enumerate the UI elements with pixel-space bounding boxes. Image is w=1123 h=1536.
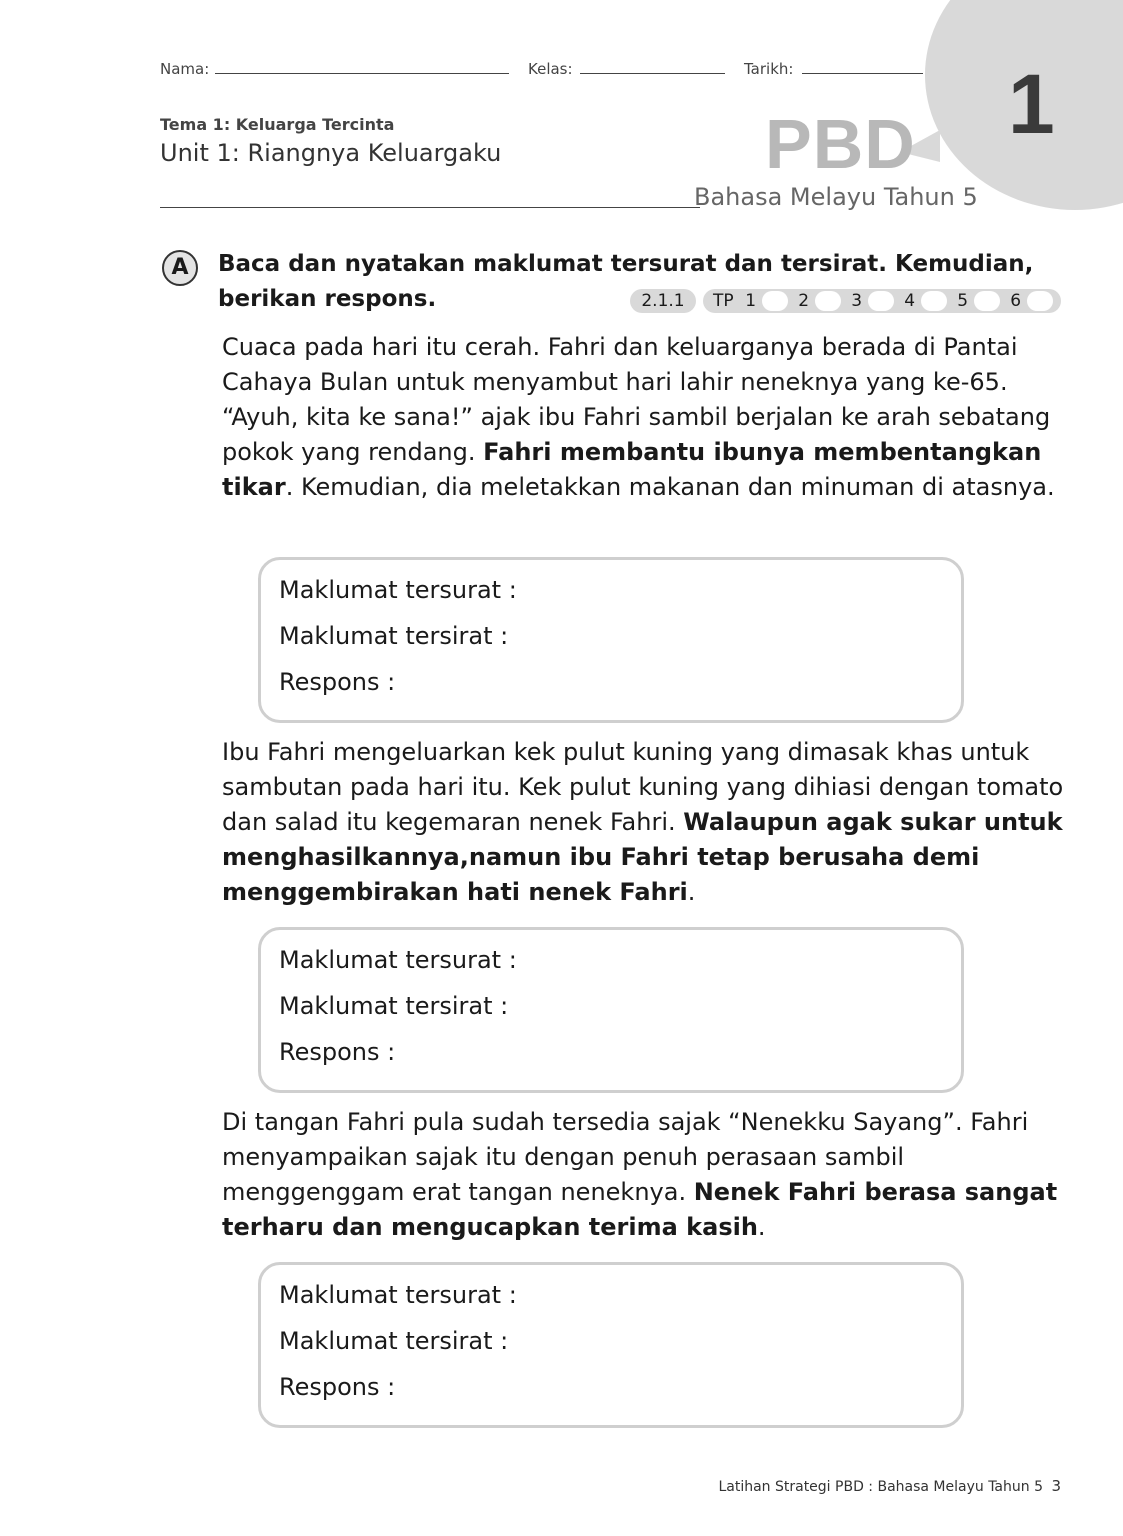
tersurat-label: Maklumat tersurat :	[279, 576, 517, 604]
answer-box-3[interactable]	[258, 1262, 964, 1428]
unit-number: 1	[1008, 57, 1055, 151]
kelas-label: Kelas:	[528, 60, 573, 78]
tarikh-field[interactable]	[802, 73, 923, 74]
instruction-line-1: Baca dan nyatakan maklumat tersurat dan tersirat. Kemudian,	[218, 251, 1034, 277]
tp-slot[interactable]	[815, 291, 841, 311]
instruction-line-2: berikan respons.	[218, 286, 437, 312]
passage-1	[160, 330, 1070, 505]
tp-slot[interactable]	[868, 291, 894, 311]
header-rule	[160, 207, 700, 208]
tp-level-bar	[703, 289, 1061, 313]
tp-slot[interactable]	[921, 291, 947, 311]
tersirat-label: Maklumat tersirat :	[279, 992, 509, 1020]
tersirat-label: Maklumat tersirat :	[279, 622, 509, 650]
tarikh-label: Tarikh:	[744, 60, 794, 78]
kelas-field[interactable]	[580, 73, 725, 74]
page-number: 3	[1051, 1477, 1061, 1495]
tp-slot[interactable]	[762, 291, 788, 311]
tp-level-4[interactable]: 4	[899, 291, 952, 311]
unit-title: Unit 1: Riangnya Keluargaku	[160, 139, 502, 167]
passage-2-highlight: Walaupun agak sukar untuk menghasilkannya,namun ibu Fahri tetap berusaha demi menggembirakan hati nenek Fahri	[222, 808, 1063, 906]
skill-code: 2.1.1	[630, 289, 696, 313]
subject-title: Bahasa Melayu Tahun 5	[694, 183, 978, 211]
tersurat-label: Maklumat tersurat :	[279, 946, 517, 974]
passage-3-highlight: Nenek Fahri berasa sangat terharu dan mengucapkan terima kasih	[222, 1178, 1058, 1241]
section-letter: A	[162, 250, 198, 286]
nama-label: Nama:	[160, 60, 210, 78]
answer-box-1[interactable]	[258, 557, 964, 723]
pbd-badge: PBD	[765, 105, 916, 183]
respons-label: Respons :	[279, 1038, 396, 1066]
passage-2-paragraph: Ibu Fahri mengeluarkan kek pulut kuning yang dimasak khas untuk sambutan pada hari itu. Kek pulut kuning yang dihiasi dengan tomato dan salad itu kegemaran nenek Fahri. Walaupun agak sukar untuk menghasilkannya,namun ibu Fahri tetap berusaha demi menggembirakan hati nenek Fahri.	[222, 738, 1064, 906]
passage-2	[160, 735, 1070, 910]
tp-level-3[interactable]: 3	[846, 291, 899, 311]
tersurat-label: Maklumat tersurat :	[279, 1281, 517, 1309]
theme-title: Tema 1: Keluarga Tercinta	[160, 115, 395, 134]
passage-1-highlight: Fahri membantu ibunya membentangkan tikar	[222, 438, 1042, 501]
tp-slot[interactable]	[1027, 291, 1053, 311]
passage-1-paragraph-a: Cuaca pada hari itu cerah. Fahri dan keluarganya berada di Pantai Cahaya Bulan untuk menyambut hari lahir neneknya yang ke-65.	[222, 333, 1018, 396]
tp-label: TP	[713, 291, 734, 311]
passage-3	[160, 1105, 1070, 1245]
passage-3-paragraph: Di tangan Fahri pula sudah tersedia sajak “Nenekku Sayang”. Fahri menyampaikan sajak itu dengan penuh perasaan sambil menggenggam erat tangan neneknya. Nenek Fahri berasa sangat terharu dan mengucapkan terima kasih.	[222, 1108, 1058, 1241]
footer-text: Latihan Strategi PBD : Bahasa Melayu Tahun 5	[718, 1479, 1043, 1495]
tp-level-6[interactable]: 6	[1005, 291, 1058, 311]
respons-label: Respons :	[279, 668, 396, 696]
tersirat-label: Maklumat tersirat :	[279, 1327, 509, 1355]
tp-slot[interactable]	[974, 291, 1000, 311]
tp-level-5[interactable]: 5	[952, 291, 1005, 311]
answer-box-2[interactable]	[258, 927, 964, 1093]
respons-label: Respons :	[279, 1373, 396, 1401]
tp-level-2[interactable]: 2	[793, 291, 846, 311]
tp-level-1[interactable]: 1	[740, 291, 793, 311]
passage-1-paragraph-b: “Ayuh, kita ke sana!” ajak ibu Fahri sambil berjalan ke arah sebatang pokok yang rendang. Fahri membantu ibunya membentangkan tikar. Kemudian, dia meletakkan makanan dan minuman di atasnya.	[222, 403, 1055, 501]
nama-field[interactable]	[215, 73, 509, 74]
